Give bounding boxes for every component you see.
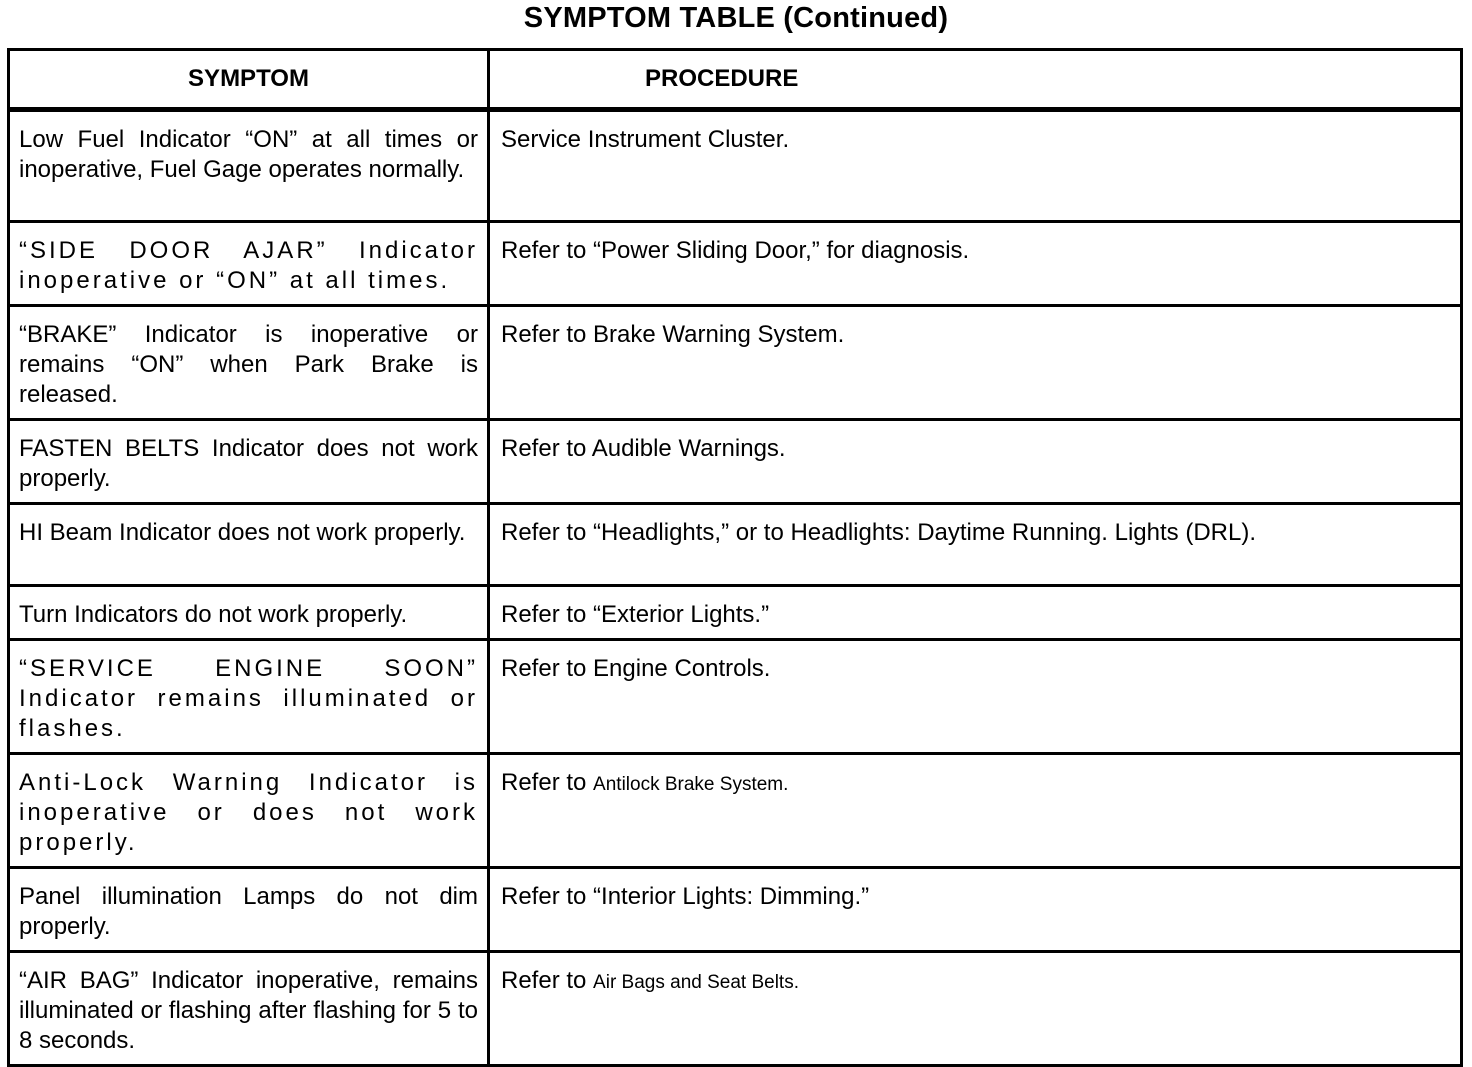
symptom-cell: “SIDE DOOR AJAR” Indicator inoperative or “ON” at all times. [9,222,489,306]
procedure-cell: Refer to “Exterior Lights.” [489,586,1462,640]
procedure-cell: Refer to “Power Sliding Door,” for diagnosis. [489,222,1462,306]
procedure-cell: Refer to “Headlights,” or to Headlights: Daytime Running. Lights (DRL). [489,504,1462,586]
procedure-cell [489,952,1462,1066]
procedure-reference: Antilock Brake System. [593,774,789,795]
page-title: SYMPTOM TABLE (Continued) [523,2,949,34]
table-row [9,640,1462,754]
header-row [9,50,1462,110]
table-row [9,222,1462,306]
procedure-cell: Refer to Brake Warning System. [489,306,1462,420]
procedure-cell: Service Instrument Cluster. [489,110,1462,222]
symptom-cell: FASTEN BELTS Indicator does not work properly. [9,420,489,504]
procedure-reference: Air Bags and Seat Belts. [593,972,799,993]
table-row [9,952,1462,1066]
table-row [9,110,1462,222]
table-row [9,306,1462,420]
symptom-cell: HI Beam Indicator does not work properly. [9,504,489,586]
procedure-cell: Refer to “Interior Lights: Dimming.” [489,868,1462,952]
table-row [9,504,1462,586]
header-procedure: PROCEDURE [489,50,1462,110]
symptom-cell: “SERVICE ENGINE SOON” Indicator remains illuminated or flashes. [9,640,489,754]
table-row [9,420,1462,504]
table-row [9,586,1462,640]
procedure-cell: Refer to Engine Controls. [489,640,1462,754]
header-symptom: SYMPTOM [9,50,489,110]
procedure-prefix: Refer to [501,967,587,994]
symptom-table [7,48,1463,1067]
table-row [9,868,1462,952]
symptom-cell: Panel illumination Lamps do not dim properly. [9,868,489,952]
symptom-cell: Anti-Lock Warning Indicator is inoperative or does not work properly. [9,754,489,868]
symptom-cell: “AIR BAG” Indicator inoperative, remains illuminated or flashing after flashing for 5 to 8 seconds. [9,952,489,1066]
procedure-cell: Refer to Audible Warnings. [489,420,1462,504]
table-row [9,754,1462,868]
symptom-cell: Low Fuel Indicator “ON” at all times or inoperative, Fuel Gage operates normally. [9,110,489,222]
symptom-cell: Turn Indicators do not work properly. [9,586,489,640]
procedure-prefix: Refer to [501,769,587,796]
symptom-cell: “BRAKE” Indicator is inoperative or remains “ON” when Park Brake is released. [9,306,489,420]
procedure-cell [489,754,1462,868]
